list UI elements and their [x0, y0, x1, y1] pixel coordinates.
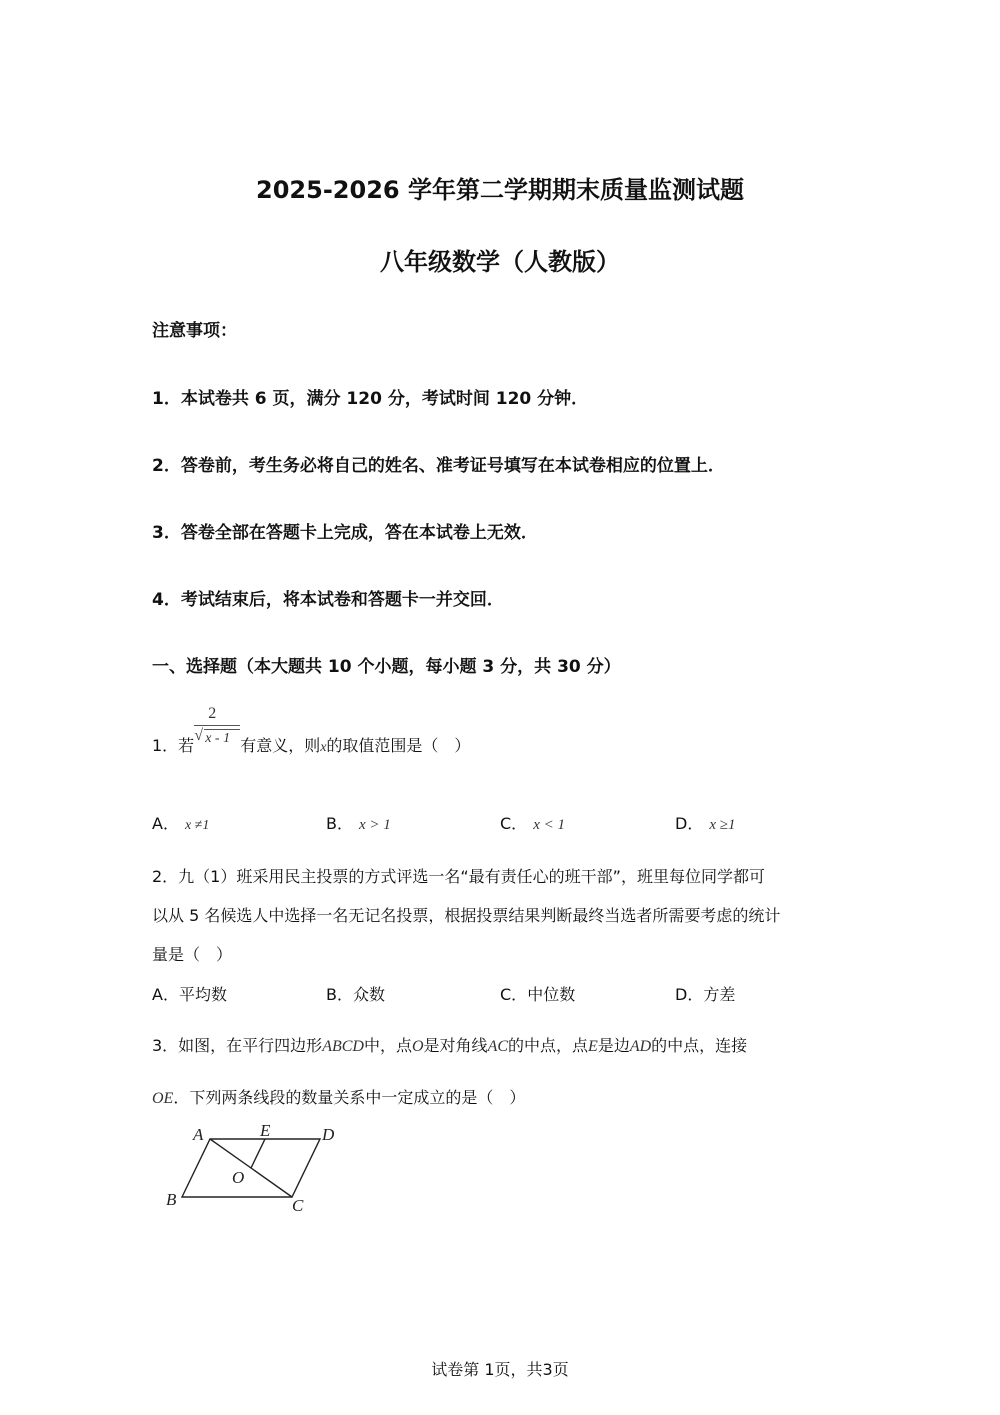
option-text: 众数 [352, 985, 385, 1004]
q1-option-a-expr: x ≠1 [184, 818, 210, 833]
label-o: O [232, 1168, 245, 1187]
q1-option-c-expr: x < 1 [533, 817, 565, 833]
label-a: A [193, 1125, 204, 1144]
q3-math-o: O [411, 1038, 424, 1055]
q3-text: 中，点 [363, 1036, 412, 1055]
q1-fraction-numerator: 2 [208, 705, 217, 722]
label-d: D [322, 1125, 335, 1144]
q1-mid: 有意义，则 [240, 736, 321, 755]
q3-text: 是对角线 [423, 1036, 488, 1055]
q1-option-a[interactable] [152, 811, 209, 834]
question-2-line-1: 2．九（1）班采用民主投票的方式评选一名“最有责任心的班干部”，班里每位同学都可 [152, 867, 765, 886]
q3-math-abcd: ABCD [322, 1038, 364, 1055]
q2-option-a[interactable] [152, 982, 227, 1005]
option-text: 中位数 [527, 985, 576, 1004]
label-b: B [166, 1190, 177, 1209]
q2-option-d[interactable] [675, 982, 735, 1005]
q1-option-b[interactable] [326, 811, 391, 834]
q1-prefix: 1．若 [152, 736, 195, 755]
q3-math-oe: OE [152, 1090, 174, 1107]
q1-fraction-denominator: x - 1 [205, 731, 231, 746]
exam-subtitle: 八年级数学（人教版） [380, 248, 620, 276]
section-heading: 一、选择题（本大题共 10 个小题，每小题 3 分，共 30 分） [152, 657, 621, 677]
option-text: 方差 [703, 985, 736, 1004]
note-item-3: 3．答卷全部在答题卡上完成，答在本试卷上无效． [152, 523, 538, 543]
q1-sqrt-overline [204, 729, 240, 730]
note-item-2: 2．答卷前，考生务必将自己的姓名、准考证号填写在本试卷相应的位置上． [152, 456, 725, 476]
question-2-line-3: 量是（ ） [152, 945, 233, 964]
parallelogram-figure [160, 1118, 360, 1218]
q3-math-e: E [588, 1038, 598, 1055]
q2-option-c[interactable] [500, 982, 575, 1005]
option-label: B． [326, 985, 353, 1004]
q3-text: 的中点，连接 [651, 1036, 748, 1055]
label-c: C [292, 1196, 304, 1215]
q3-text: 3．如图，在平行四边形 [152, 1036, 323, 1055]
q3-text: 的中点，点 [508, 1036, 589, 1055]
q1-option-d[interactable] [675, 811, 735, 834]
q1-option-d-expr: x ≥1 [709, 817, 736, 833]
option-label: C． [500, 985, 528, 1004]
q1-option-b-expr: x > 1 [358, 817, 391, 833]
option-label: A． [152, 814, 179, 833]
page-footer: 试卷第 1页，共3页 [431, 1360, 569, 1379]
q1-fraction [194, 705, 240, 751]
question-1-stem [152, 705, 471, 756]
option-text: 平均数 [178, 985, 227, 1004]
question-2-line-2: 以从 5 名候选人中选择一名无记名投票，根据投票结果判断最终当选者所需要考虑的统计 [152, 906, 781, 925]
note-item-4: 4．考试结束后，将本试卷和答题卡一并交回． [152, 590, 504, 610]
option-label: A． [152, 985, 179, 1004]
q1-fraction-bar [194, 725, 240, 726]
question-3-line-2 [152, 1085, 525, 1108]
label-e: E [260, 1121, 271, 1140]
notes-heading: 注意事项： [152, 321, 237, 341]
q1-option-c[interactable] [500, 811, 565, 834]
segment-oe [251, 1139, 265, 1168]
option-label: D． [675, 814, 704, 833]
q2-option-b[interactable] [326, 982, 385, 1005]
q3-math-ad: AD [629, 1038, 652, 1055]
option-label: D． [675, 985, 704, 1004]
option-label: C． [500, 814, 528, 833]
q3-text: ．下列两条线段的数量关系中一定成立的是（ ） [173, 1088, 526, 1107]
question-3-line-1 [152, 1033, 747, 1056]
q3-math-ac: AC [487, 1038, 509, 1055]
q3-text: 是边 [597, 1036, 630, 1055]
q1-var: x [320, 740, 327, 755]
q1-suffix: 的取值范围是（ ） [326, 736, 471, 755]
note-item-1: 1．本试卷共 6 页，满分 120 分，考试时间 120 分钟． [152, 389, 589, 409]
option-label: B． [326, 814, 353, 833]
sqrt-icon: √ [194, 727, 203, 744]
exam-title: 2025-2026 学年第二学期期末质量监测试题 [256, 176, 744, 204]
